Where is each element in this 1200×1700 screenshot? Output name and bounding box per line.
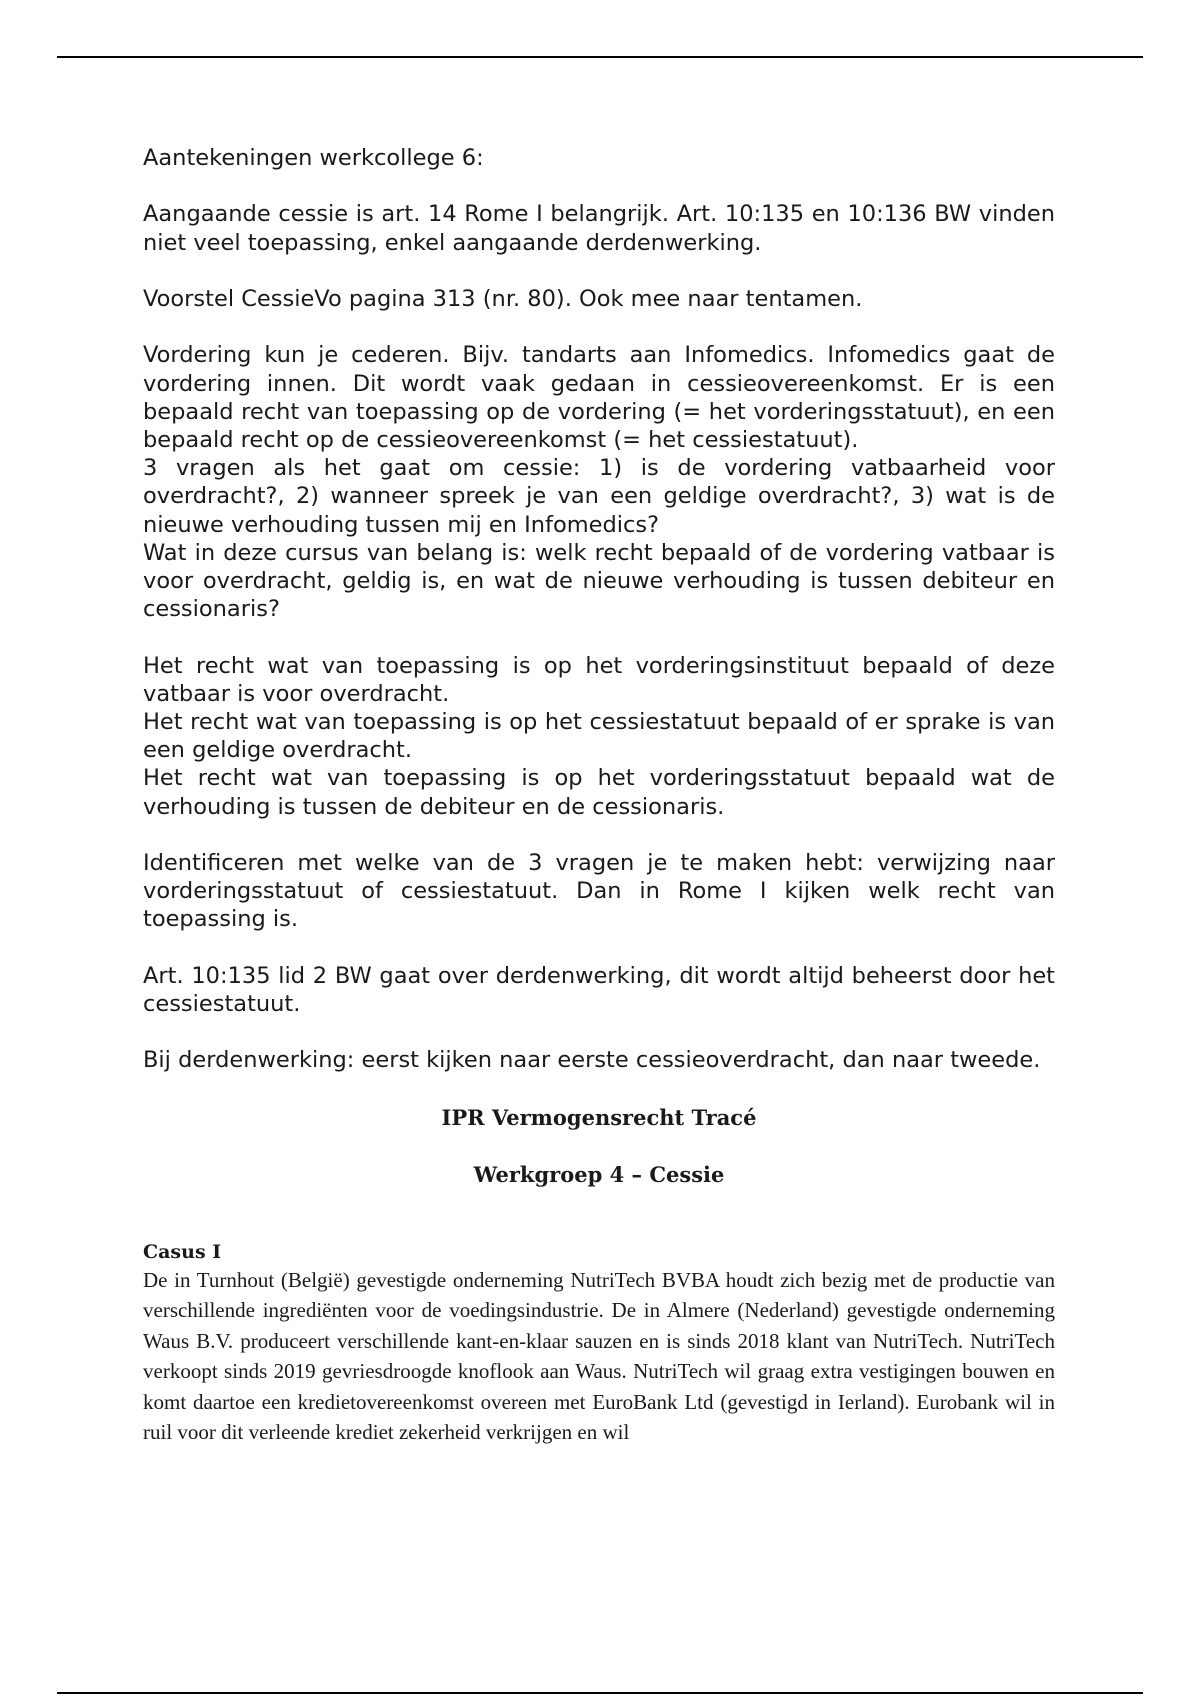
notes-paragraph: Art. 10:135 lid 2 BW gaat over derdenwerking, dit wordt altijd beheerst door het cessiestatuut. [143,962,1055,1017]
notes-title: Aantekeningen werkcollege 6: [143,145,484,171]
notes-paragraph: Bij derdenwerking: eerst kijken naar eerste cessieoverdracht, dan naar tweede. [143,1047,1041,1074]
footer-rule [57,1692,1143,1694]
casus-title: Casus I [143,1240,222,1263]
document-headings [143,1105,1055,1187]
notes-paragraph: Het recht wat van toepassing is op het vorderingsstatuut bepaald wat de verhouding is tussen de debiteur en de cessionaris. [143,765,1055,820]
workgroup-title: Werkgroep 4 – Cessie [473,1161,725,1187]
notes-paragraph: 3 vragen als het gaat om cessie: 1) is de vordering vatbaarheid voor overdracht?, 2) wanneer spreek je van een geldige overdracht?, 3) wat is de nieuwe verhouding tussen mij en Infomedics? [143,455,1055,538]
notes-paragraph: Vordering kun je cederen. Bijv. tandarts aan Infomedics. Infomedics gaat de vordering innen. Dit wordt vaak gedaan in cessieovereenkomst. Er is een bepaald recht van toepassing op de vordering (= het vorderingsstatuut), en een bepaald recht op de cessieovereenkomst (= het cessiestatuut). [143,342,1055,453]
notes-paragraph: Het recht wat van toepassing is op het vorderingsinstituut bepaald of deze vatbaar is voor overdracht. [143,652,1055,707]
notes-paragraph: Identificeren met welke van de 3 vragen je te maken hebt: verwijzing naar vorderingsstatuut of cessiestatuut. Dan in Rome I kijken welk recht van toepassing is. [143,850,1055,933]
notes-section [143,144,1055,1075]
notes-paragraph: Aangaande cessie is art. 14 Rome I belangrijk. Art. 10:135 en 10:136 BW vinden niet veel toepassing, enkel aangaande derdenwerking. [143,201,1055,256]
course-title: IPR Vermogensrecht Tracé [441,1104,757,1130]
notes-paragraph: Het recht wat van toepassing is op het cessiestatuut bepaald of er sprake is van een geldige overdracht. [143,709,1055,764]
header-rule [57,56,1143,58]
casus-body: De in Turnhout (België) gevestigde onderneming NutriTech BVBA houdt zich bezig met de productie van verschillende ingrediënten voor de voedingsindustrie. De in Almere (Nederland) gevestigde onderneming Waus B.V. produceert verschillende kant-en-klaar sauzen en is sinds 2018 klant van NutriTech. NutriTech verkoopt sinds 2019 gevriesdroogde knoflook aan Waus. NutriTech wil graag extra vestigingen bouwen en komt daartoe een kredietovereenkomst overeen met EuroBank Ltd (gevestigd in Ierland). Eurobank wil in ruil voor dit verleende krediet zekerheid verkrijgen en wil [143,1267,1055,1445]
notes-paragraph: Wat in deze cursus van belang is: welk recht bepaald of de vordering vatbaar is voor overdracht, geldig is, en wat de nieuwe verhouding is tussen debiteur en cessionaris? [143,539,1055,623]
notes-paragraph: Voorstel CessieVo pagina 313 (nr. 80). Ook mee naar tentamen. [143,285,863,312]
page-content [143,144,1055,1448]
